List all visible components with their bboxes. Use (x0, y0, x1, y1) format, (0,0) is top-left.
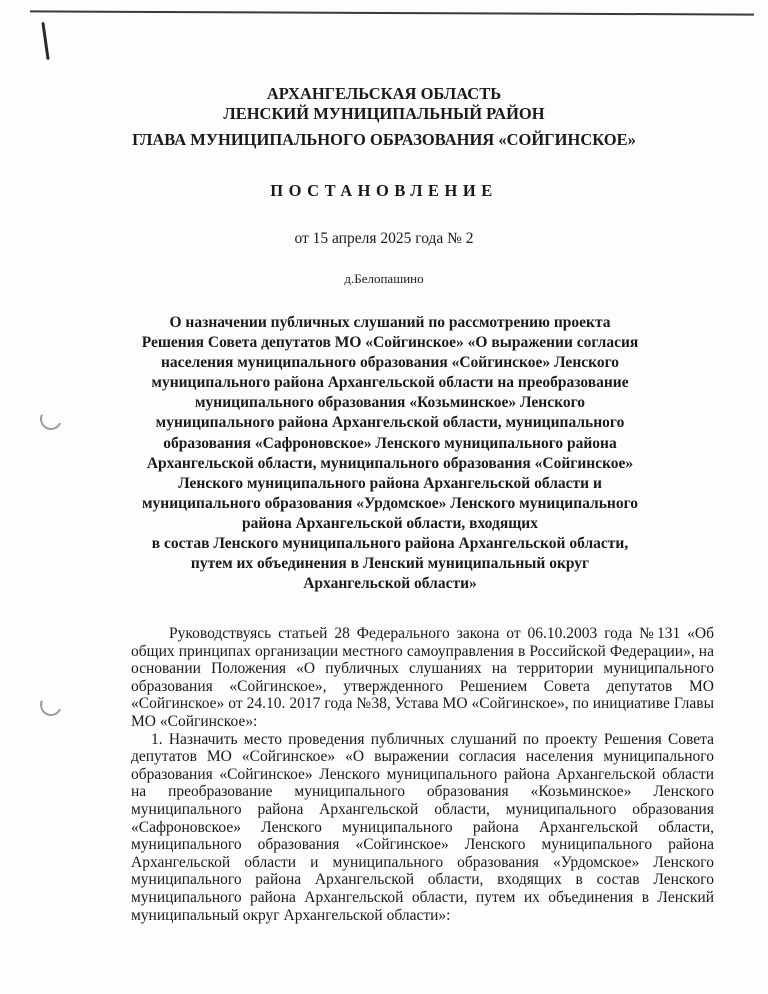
document-place: д.Белопашино (344, 271, 424, 286)
subject-line: муниципального района Архангельской области, муниципального (155, 414, 625, 432)
subject-line: Решения Совета депутатов МО «Сойгинское» «О выражении согласия (141, 334, 639, 352)
subject-line: муниципального образования «Козьминское» Ленского (195, 394, 585, 412)
scan-top-edge (30, 10, 754, 15)
header-district: ЛЕНСКИЙ МУНИЦИПАЛЬНЫЙ РАЙОН (223, 104, 545, 123)
document-subject (120, 313, 660, 594)
subject-line: Архангельской области» (303, 575, 477, 593)
hole-punch-mark (37, 405, 65, 433)
header-authority: ГЛАВА МУНИЦИПАЛЬНОГО ОБРАЗОВАНИЯ «СОЙГИНСКОЕ» (132, 130, 636, 149)
subject-line: муниципального образования «Урдомское» Ленского муниципального (141, 494, 638, 512)
subject-line: О назначении публичных слушаний по рассмотрению проекта (169, 314, 611, 331)
preamble-paragraph: Руководствуясь статьей 28 Федерального закона от 06.10.2003 года №131 «Об общих принципах организации местного самоуправления в Российской Федерации», на основании Положения «О публичных слушаниях на территории муниципального образования «Сойгинское», утвержденного Решением Совета депутатов МО «Сойгинское» от 24.10. 2017 года №38, Устава МО «Сойгинское», по инициативе Главы МО «Сойгинское»: (131, 625, 714, 730)
subject-line: Ленского муниципального района Архангельской области и (178, 474, 602, 492)
subject-line: путем их объединения в Ленский муниципальный округ (190, 555, 590, 573)
document-title: ПОСТАНОВЛЕНИЕ (270, 181, 498, 200)
hole-punch-mark (37, 691, 65, 719)
subject-line: в состав Ленского муниципального района Архангельской области, (151, 535, 629, 553)
header-region: АРХАНГЕЛЬСКАЯ ОБЛАСТЬ (266, 84, 502, 103)
handwritten-mark (41, 22, 49, 60)
subject-line: образования «Сафроновское» Ленского муниципального района (163, 434, 617, 452)
document-body (131, 625, 714, 924)
subject-line: Архангельской области, муниципального образования «Сойгинское» (146, 454, 634, 472)
document-date: от 15 апреля 2025 года № 2 (294, 230, 474, 247)
subject-line: населения муниципального образования «Сойгинское» Ленского (160, 354, 620, 372)
subject-line: муниципального района Архангельской области на преобразование (151, 374, 629, 392)
item-1-paragraph: 1. Назначить место проведения публичных слушаний по проекту Решения Совета депутатов МО «Сойгинское» «О выражении согласия населения муниципального образования «Сойгинское» Ленского муниципального района Архангельской области на преобразование муниципального образования «Козьминское» Ленского муниципального района Архангельской области, муниципального образования «Сафроновское» Ленского муниципального района Архангельской области, муниципального образования «Сойгинское» Ленского муниципального района Архангельской области и муниципального образования «Урдомское» Ленского муниципального района Архангельской области, входящих в состав Ленского муниципального района Архангельской области, путем их объединения в Ленский муниципальный округ Архангельской области»: (131, 730, 714, 924)
subject-line: района Архангельской области, входящих (242, 514, 538, 532)
